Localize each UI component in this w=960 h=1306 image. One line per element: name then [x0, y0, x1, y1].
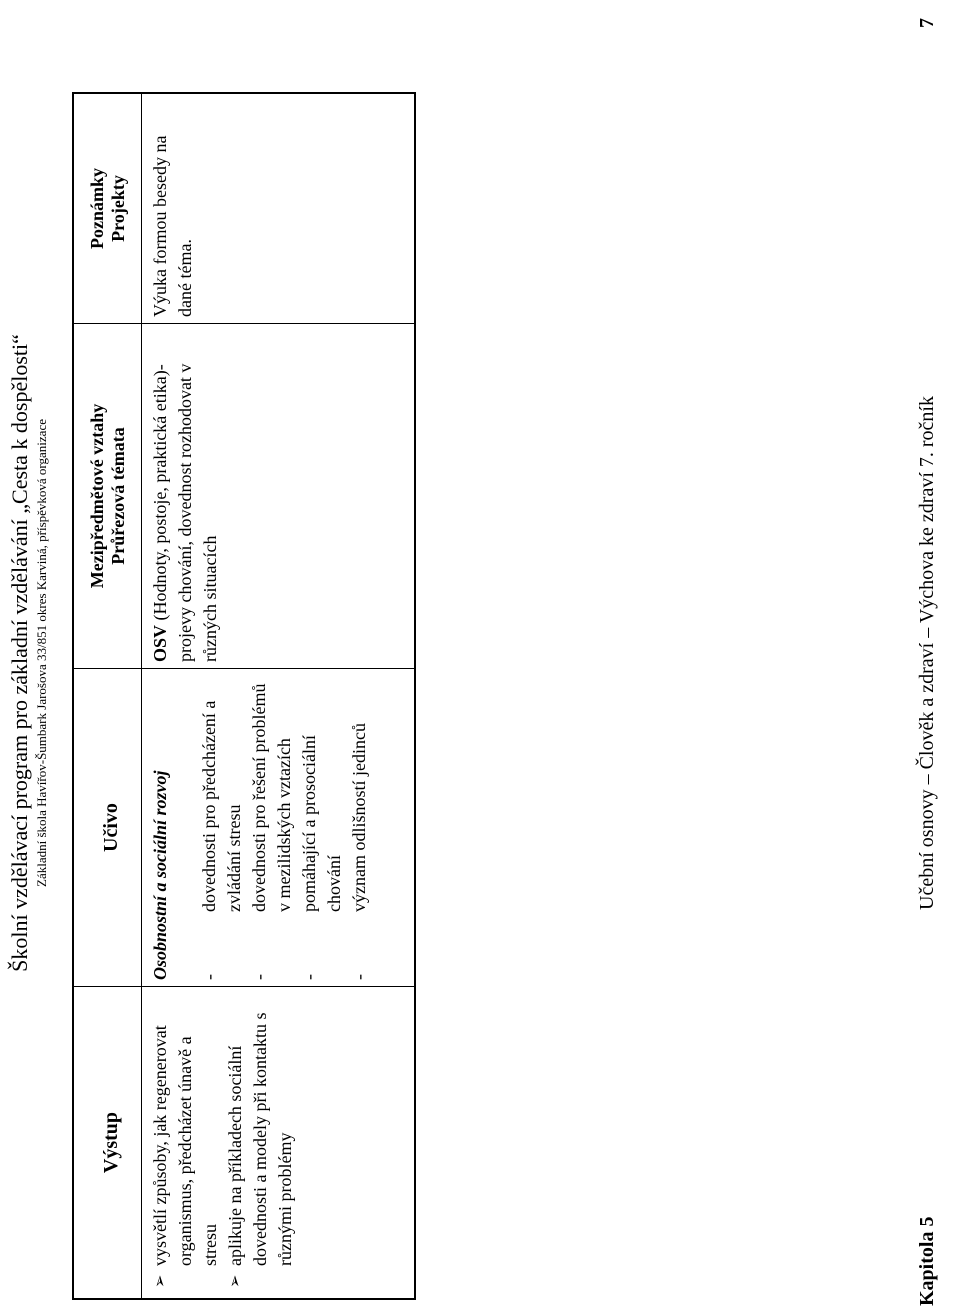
- arrowhead-bullet-icon: ➢: [227, 1274, 244, 1288]
- ucivo-heading: Osobnostní a sociální rozvoj: [150, 770, 170, 980]
- header-vystup-label: Výstup: [100, 1111, 122, 1174]
- ucivo-item: [297, 675, 347, 980]
- header-mezi-line2: Průřezová témata: [107, 427, 128, 565]
- vystup-body: [142, 987, 298, 1298]
- document-header: [0, 0, 50, 1306]
- pozn-body: [142, 94, 198, 323]
- footer-page-number: 7: [916, 18, 938, 28]
- header-pozn-line2: Projekty: [107, 175, 128, 242]
- column-vystup: [74, 986, 414, 1298]
- column-header-vystup: [74, 987, 142, 1298]
- vystup-item-text: vysvětlí způsoby, jak regenerovat organismus, předcházet únavě a stresu: [150, 1025, 220, 1266]
- vystup-item-text: aplikuje na příkladech sociální dovednosti a modely při kontaktu s různými problémy: [225, 1012, 295, 1266]
- dash-marker: -: [299, 974, 319, 980]
- header-mezi-line1: Mezipředmětové vztahy: [86, 403, 107, 589]
- ucivo-item-text: dovednosti pro předcházení a zvládání stresu: [199, 700, 244, 912]
- ucivo-item: [247, 675, 297, 980]
- column-header-poznamky: [74, 94, 142, 323]
- column-header-ucivo: [74, 669, 142, 986]
- dash-marker: -: [349, 974, 369, 980]
- header-subtitle: Základní škola Havířov-Šumbark Jarošova 33/851 okres Karviná, příspěvková organizace: [34, 419, 49, 887]
- header-title: Školní vzdělávací program pro základní vzdělávání „Cesta k dospělosti“: [7, 334, 32, 972]
- document-footer: [916, 0, 956, 1306]
- column-poznamky: [74, 94, 414, 323]
- column-ucivo: [74, 668, 414, 986]
- header-pozn-line1: Poznámky: [86, 168, 107, 249]
- footer-chapter: Kapitola 5: [916, 1216, 938, 1306]
- column-header-mezipredmetove: [74, 324, 142, 668]
- vystup-item: [223, 993, 298, 1292]
- curriculum-table: [72, 92, 416, 1300]
- ucivo-item: [347, 675, 372, 980]
- column-mezipredmetove: [74, 323, 414, 668]
- mezi-lead: OSV: [150, 624, 170, 662]
- mezi-text: (Hodnoty, postoje, praktická etika)-projevy chování, dovednost rozhodovat v různých situacích: [150, 363, 220, 662]
- ucivo-item-text: pomáhající a prosociální chování: [299, 735, 344, 912]
- dash-marker: -: [199, 974, 219, 980]
- ucivo-item: [197, 675, 247, 980]
- vystup-item: [148, 993, 223, 1292]
- mezi-body: [142, 324, 223, 668]
- ucivo-item-text: význam odlišností jedinců: [349, 723, 369, 912]
- footer-subject: Učební osnovy – Člověk a zdraví – Výchova ke zdraví 7. ročník: [916, 396, 938, 910]
- ucivo-item-text: dovednosti pro řešení problémů v mezilidských vztazích: [249, 683, 294, 912]
- header-ucivo-label: Učivo: [100, 803, 122, 852]
- dash-marker: -: [249, 974, 269, 980]
- pozn-text: Výuka formou besedy na dané téma.: [150, 135, 195, 317]
- arrowhead-bullet-icon: ➢: [152, 1274, 169, 1288]
- ucivo-body: [142, 669, 372, 986]
